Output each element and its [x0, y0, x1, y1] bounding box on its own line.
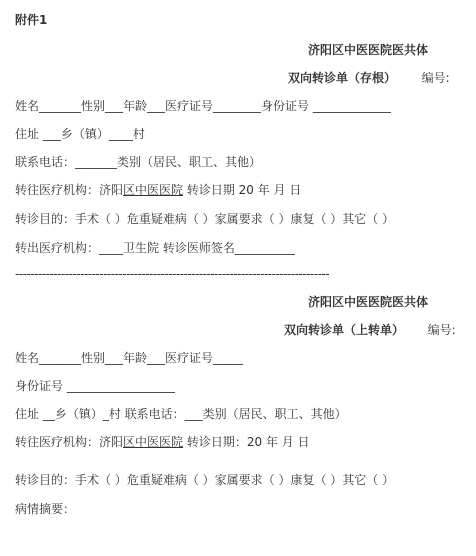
form2-address-contact-line: 住址 __乡（镇）_村 联系电话：___类别（居民、职工、其他） — [15, 407, 347, 421]
form1-title-row — [288, 70, 450, 86]
form1-transfer-to-name: 区中医医院 — [123, 183, 184, 197]
form2-title-row — [284, 322, 456, 338]
form2-number-label: 编号: — [427, 323, 456, 337]
attachment-label: 附件1 — [15, 13, 48, 27]
form1-transfer-to-prefix: 转往医疗机构：济阳 — [15, 183, 124, 197]
form1-org-title: 济阳区中医医院医共体 — [308, 43, 429, 57]
separator-line: ---------------------------------------------------------------------------------- — [15, 267, 330, 281]
form1-form-title: 双向转诊单（存根） — [288, 71, 397, 85]
form1-number-label: 编号: — [421, 71, 450, 85]
form1-address-line: 住址 ___乡（镇）____村 — [15, 127, 145, 141]
form2-patient-line: 姓名_______性别___年龄___医疗证号_____ — [15, 351, 244, 365]
form1-purpose-line: 转诊目的：手术（ ）危重疑难病（ ）家属要求（ ）康复（ ）其它（ ） — [15, 212, 395, 226]
form1-from-line: 转出医疗机构：____卫生院 转诊医师签名__________ — [15, 241, 295, 255]
form2-purpose-line: 转诊目的：手术（ ）危重疑难病（ ）家属要求（ ）康复（ ）其它（ ） — [15, 473, 395, 487]
form2-transfer-to-prefix: 转往医疗机构：济阳 — [15, 435, 124, 449]
form1-contact-line: 联系电话：_______类别（居民、职工、其他） — [15, 155, 262, 169]
form2-transfer-to-line — [15, 434, 310, 450]
form2-transfer-date: 转诊日期：20 年 月 日 — [183, 435, 310, 449]
form1-transfer-to-line — [15, 182, 301, 198]
form2-org-title: 济阳区中医医院医共体 — [308, 295, 429, 309]
form1-patient-line: 姓名_______性别___年龄___医疗证号________身份证号 _____________ — [15, 99, 391, 113]
form2-summary-label: 病情摘要： — [15, 502, 76, 516]
form2-form-title: 双向转诊单（上转单） — [284, 323, 405, 337]
form2-id-line: 身份证号 __________________ — [15, 379, 175, 393]
form1-transfer-date: 转诊日期 20 年 月 日 — [183, 183, 302, 197]
form2-transfer-to-name: 区中医医院 — [123, 435, 184, 449]
